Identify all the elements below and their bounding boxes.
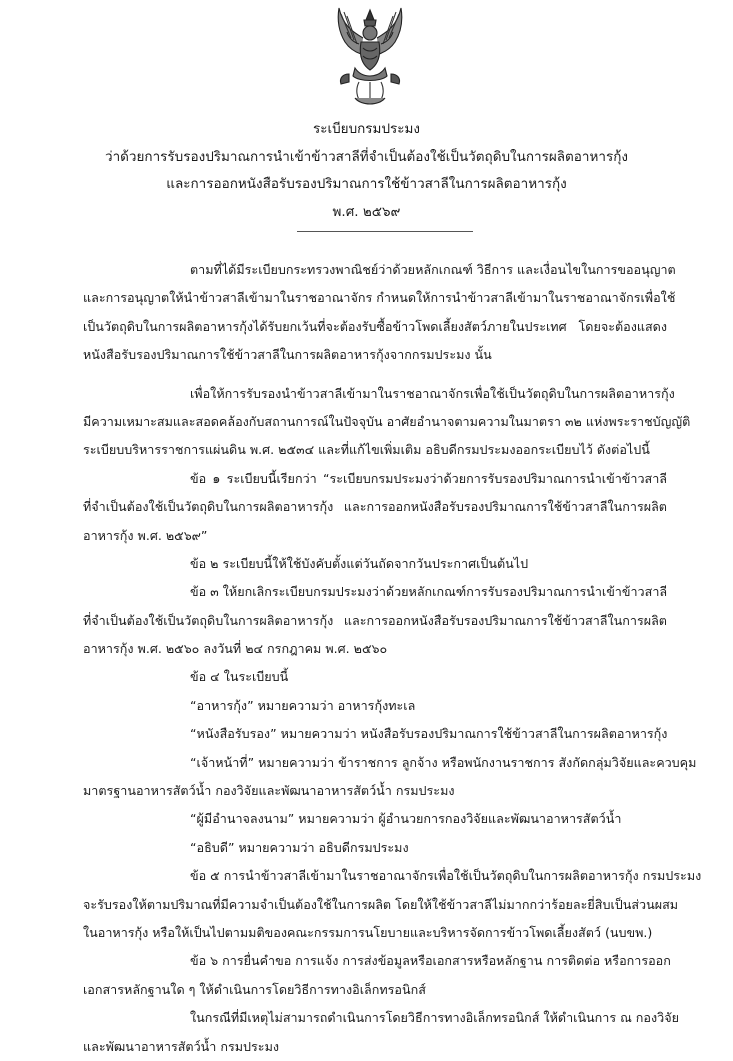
- preamble-paragraph-1: [83, 256, 676, 370]
- title-line: ระเบียบกรมประมง: [312, 121, 421, 137]
- article-4: [83, 663, 697, 862]
- article-6: [83, 947, 679, 1061]
- article-2: [83, 550, 667, 578]
- text-line: ในอาหารกุ้ง หรือให้เป็นไปตามมติของคณะกรรมการนโยบายและบริหารจัดการข้าวโพดเลี้ยงสัตว์ (นบขพ.): [83, 924, 653, 940]
- article-3: [83, 578, 667, 663]
- article-5: [83, 862, 702, 947]
- text-line: จะรับรองให้ตามปริมาณที่มีความจำเป็นต้องใช้ในการผลิต โดยให้ใช้ข้าวสาลีไม่มากกว่าร้อยละยี่สิบเป็นส่วนผสม: [83, 896, 679, 912]
- title-divider: [297, 231, 473, 232]
- preamble-paragraph-2: [83, 380, 691, 465]
- text-line: อาหารกุ้ง พ.ศ. ๒๕๖๐ ลงวันที่ ๒๔ กรกฎาคม พ.ศ. ๒๕๖๐: [83, 641, 388, 657]
- text-line: ข้อ ๑ ระเบียบนี้เรียกว่า “ระเบียบกรมประมงว่าด้วยการรับรองปริมาณการนำเข้าข้าวสาลี: [190, 470, 667, 486]
- title-line: และการออกหนังสือรับรองปริมาณการใช้ข้าวสาลีในการผลิตอาหารกุ้ง: [166, 176, 567, 192]
- text-line: เพื่อให้การรับรองนำข้าวสาลีเข้ามาในราชอาณาจักรเพื่อใช้เป็นวัตถุดิบในการผลิตอาหารกุ้ง: [190, 385, 675, 401]
- text-line: เป็นวัตถุดิบในการผลิตอาหารกุ้งได้รับยกเว้นที่จะต้องรับซื้อข้าวโพดเลี้ยงสัตว์ภายในประเทศ โดยจะต้องแสดง: [83, 318, 667, 334]
- text-line: และพัฒนาอาหารสัตว์น้ำ กรมประมง: [83, 1038, 280, 1054]
- text-line: มีความเหมาะสมและสอดคล้องกับสถานการณ์ในปัจจุบัน อาศัยอำนาจตามความในมาตรา ๓๒ แห่งพระราชบัญญัติ: [83, 413, 691, 429]
- text-line: หนังสือรับรองปริมาณการใช้ข้าวสาลีในการผลิตอาหารกุ้งจากกรมประมง นั้น: [83, 347, 492, 363]
- text-line: เอกสารหลักฐานใด ๆ ให้ดำเนินการโดยวิธีการทางอิเล็กทรอนิกส์: [83, 981, 426, 997]
- text-line: ที่จำเป็นต้องใช้เป็นวัตถุดิบในการผลิตอาหารกุ้ง และการออกหนังสือรับรองปริมาณการใช้ข้าวสาลีในการผลิต: [83, 499, 667, 515]
- text-line: ข้อ ๓ ให้ยกเลิกระเบียบกรมประมงว่าด้วยหลักเกณฑ์การรับรองปริมาณการนำเข้าข้าวสาลี: [190, 584, 668, 600]
- text-line: ข้อ ๒ ระเบียบนี้ให้ใช้บังคับตั้งแต่วันถัดจากวันประกาศเป็นต้นไป: [190, 555, 529, 571]
- garuda-emblem-icon: [325, 2, 415, 110]
- definition-authorized-signer: “ผู้มีอำนาจลงนาม” หมายความว่า ผู้อำนวยการกองวิจัยและพัฒนาอาหารสัตว์น้ำ: [190, 811, 622, 827]
- article-1: [83, 465, 667, 550]
- definition-director-general: “อธิบดี” หมายความว่า อธิบดีกรมประมง: [190, 839, 409, 855]
- article-heading: ข้อ ๔ ในระเบียบนี้: [190, 669, 289, 685]
- text-line: อาหารกุ้ง พ.ศ. ๒๕๖๙”: [83, 527, 208, 543]
- definition-certificate: “หนังสือรับรอง” หมายความว่า หนังสือรับรองปริมาณการใช้ข้าวสาลีในการผลิตอาหารกุ้ง: [190, 726, 668, 742]
- text-line: ระเบียบบริหารราชการแผ่นดิน พ.ศ. ๒๕๓๔ และที่แก้ไขเพิ่มเติม อธิบดีกรมประมงออกระเบียบไว้ ดังต่อไปนี้: [83, 442, 650, 458]
- text-line: ที่จำเป็นต้องใช้เป็นวัตถุดิบในการผลิตอาหารกุ้ง และการออกหนังสือรับรองปริมาณการใช้ข้าวสาลีในการผลิต: [83, 612, 667, 628]
- text-line: ในกรณีที่มีเหตุไม่สามารถดำเนินการโดยวิธีการทางอิเล็กทรอนิกส์ ให้ดำเนินการ ณ กองวิจัย: [190, 1010, 679, 1026]
- title-line: ว่าด้วยการรับรองปริมาณการนำเข้าข้าวสาลีที่จำเป็นต้องใช้เป็นวัตถุดิบในการผลิตอาหารกุ้ง: [105, 148, 628, 165]
- definition-officer-cont: มาตรฐานอาหารสัตว์น้ำ กองวิจัยและพัฒนาอาหารสัตว์น้ำ กรมประมง: [83, 783, 455, 799]
- definition-shrimp-feed: “อาหารกุ้ง” หมายความว่า อาหารกุ้งทะเล: [190, 697, 416, 713]
- regulation-body: [83, 256, 702, 1061]
- text-line: ข้อ ๕ การนำข้าวสาลีเข้ามาในราชอาณาจักรเพื่อใช้เป็นวัตถุดิบในการผลิตอาหารกุ้ง กรมประมง: [190, 868, 702, 884]
- definition-officer: “เจ้าหน้าที่” หมายความว่า ข้าราชการ ลูกจ้าง หรือพนักงานราชการ สังกัดกลุ่มวิจัยและควบคุม: [190, 754, 697, 770]
- text-line: และการอนุญาตให้นำข้าวสาลีเข้ามาในราชอาณาจักร กำหนดให้การนำข้าวสาลีเข้ามาในราชอาณาจักรเพื่อใช้: [83, 290, 676, 306]
- text-line: ตามที่ได้มีระเบียบกระทรวงพาณิชย์ว่าด้วยหลักเกณฑ์ วิธีการ และเงื่อนไขในการขออนุญาต: [190, 262, 676, 277]
- text-line: ข้อ ๖ การยื่นคำขอ การแจ้ง การส่งข้อมูลหรือเอกสารหรือหลักฐาน การติดต่อ หรือการออก: [190, 953, 671, 969]
- regulation-title: [0, 116, 733, 226]
- title-year: พ.ศ. ๒๕๖๙: [332, 203, 401, 220]
